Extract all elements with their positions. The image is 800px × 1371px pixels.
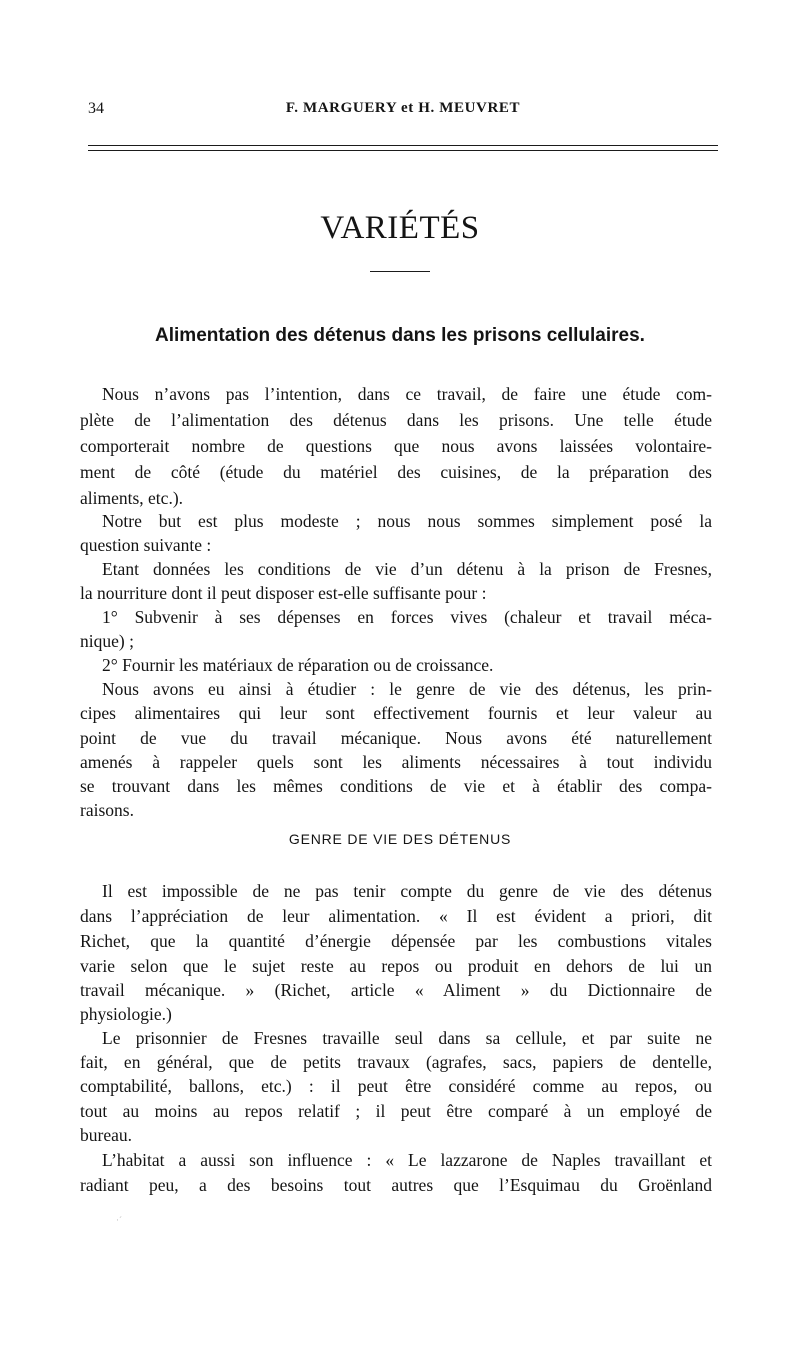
paragraph-line: plète de l’alimentation des détenus dans les prisons. Une telle étude [80, 410, 712, 430]
running-head [88, 100, 718, 120]
article-title: Alimentation des détenus dans les prisons cellulaires. [155, 325, 645, 346]
paragraph-line: travail mécanique. » (Richet, article « Aliment » du Dictionnaire de [80, 980, 712, 1000]
paragraph-line: dans l’appréciation de leur alimentation. « Il est évident a priori, dit [80, 906, 712, 926]
paragraph-line: raisons. [80, 800, 134, 820]
paragraph-line: comporterait nombre de questions que nous avons laissées volontaire- [80, 436, 712, 456]
paragraph-line: bureau. [80, 1125, 132, 1145]
header-double-rule [88, 145, 718, 151]
paragraph-line: L’habitat a aussi son influence : « Le lazzarone de Naples travaillant et [102, 1150, 712, 1170]
paragraph-line: question suivante : [80, 535, 212, 555]
title-underline-rule [370, 271, 430, 272]
paragraph-line: Notre but est plus modeste ; nous nous sommes simplement posé la [102, 511, 712, 531]
paragraph-line: nique) ; [80, 631, 134, 651]
paragraph-line: 2° Fournir les matériaux de réparation ou de croissance. [102, 655, 494, 675]
paragraph-line: tout au moins au repos relatif ; il peut être comparé à un employé de [80, 1101, 712, 1121]
paragraph-line: physiologie.) [80, 1004, 172, 1024]
paragraph-line: radiant peu, a des besoins tout autres que l’Esquimau du Groënland [80, 1175, 712, 1195]
scan-speck: ·´ [116, 1215, 122, 1225]
paragraph-line: fait, en général, que de petits travaux (agrafes, sacs, papiers de dentelle, [80, 1052, 712, 1072]
paragraph-line: varie selon que le sujet reste au repos ou produit en dehors de lui un [80, 956, 712, 976]
paragraph-line: Nous avons eu ainsi à étudier : le genre de vie des détenus, les prin- [102, 679, 712, 699]
running-title: F. MARGUERY et H. MEUVRET [285, 100, 521, 116]
paragraph-line: 1° Subvenir à ses dépenses en forces vives (chaleur et travail méca- [102, 607, 712, 627]
paragraph-line: amenés à rappeler quels sont les aliments nécessaires à tout individu [80, 752, 712, 772]
paragraph-line: Nous n’avons pas l’intention, dans ce travail, de faire une étude com- [102, 384, 712, 404]
subsection-title: GENRE DE VIE DES DÉTENUS [288, 831, 512, 847]
paragraph-line: Il est impossible de ne pas tenir compte du genre de vie des détenus [102, 881, 712, 901]
paragraph-line: comptabilité, ballons, etc.) : il peut être considéré comme au repos, ou [80, 1076, 712, 1096]
paragraph-line: se trouvant dans les mêmes conditions de vie et à établir des compa- [80, 776, 712, 796]
paragraph-line: Richet, que la quantité d’énergie dépensée par les combustions vitales [80, 931, 712, 951]
paragraph-line: point de vue du travail mécanique. Nous avons été naturellement [80, 728, 712, 748]
paragraph-line: aliments, etc.). [80, 488, 184, 508]
page-number: 34 [88, 100, 104, 117]
paragraph-line: Le prisonnier de Fresnes travaille seul dans sa cellule, et par suite ne [102, 1028, 712, 1048]
paragraph-line: ment de côté (étude du matériel des cuisines, de la préparation des [80, 462, 712, 482]
paragraph-line: Etant données les conditions de vie d’un détenu à la prison de Fresnes, [102, 559, 712, 579]
paragraph-line: la nourriture dont il peut disposer est-elle suffisante pour : [80, 583, 487, 603]
section-title: VARIÉTÉS [320, 210, 480, 246]
paragraph-line: cipes alimentaires qui leur sont effectivement fournis et leur valeur au [80, 703, 712, 723]
